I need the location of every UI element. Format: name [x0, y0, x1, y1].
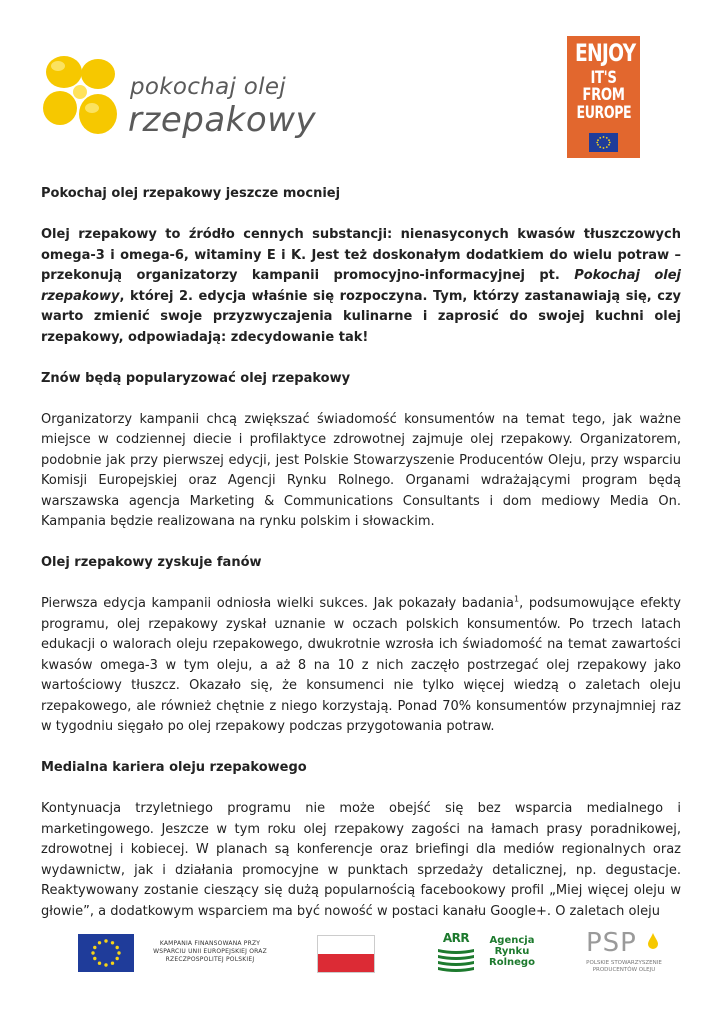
psp-logo	[584, 928, 674, 984]
section-paragraph-2	[41, 594, 681, 738]
lead-text-end: , której 2. edycja właśnie się rozpoczyna. Tym, którzy zastanawiają się, czy warto zmienić swoje przyzwyczajenia kulinarne i zaprosić do swojej kuchni olej rzepakowy, odpowiadają: zdecydowanie tak!	[41, 288, 681, 345]
arr-name-line1: Agencja	[489, 935, 535, 946]
eu-flag-icon	[78, 934, 134, 972]
lead-text-start: Olej rzepakowy to źródło cennych substancji: nienasyconych kwasów tłuszczowych omega-3 i omega-6, witaminy E i K. Jest też doskonałym dodatkiem do wielu potraw – przekonują organizatorzy kampanii promocyjno-informacyjnej pt.	[41, 227, 681, 283]
enjoy-europe-badge	[567, 36, 640, 158]
polish-flag-icon	[317, 935, 375, 973]
europe-text: EUROPE	[576, 103, 632, 123]
section2-text-end: , podsumowujące efekty programu, olej rzepakowy zyskał uznanie w oczach polskich konsumentów. Po trzech latach edukacji o walorach oleju rzepakowego, dwukrotnie wzrosła ich świadomość na temat zawartości kwasów omega-3 w tym oleju, a aż 8 na 10 z nich zaczęło postrzegać olej rzepakowy jako wartościowy tłuszcz. Okazało się, że konsumenci nie tylko więcej wiedzą o zaletach oleju rzepakowego, ale również chętnie z niego korzystają. Ponad 70% konsumentów przynajmniej raz w tygodniu sięgało po olej rzepakowy podczas przygotowania potraw.	[41, 596, 681, 734]
campaign-name: Pokochaj olej rzepakowy	[41, 268, 681, 304]
article-title: Pokochaj olej rzepakowy jeszcze mocniej	[41, 186, 341, 201]
eu-flag-icon	[589, 133, 618, 152]
section-heading-1: Znów będą popularyzować olej rzepakowy	[41, 370, 351, 386]
section-paragraph-3: Kontynuacja trzyletniego programu nie może obejść się bez wsparcia medialnego i marketingowego. Jeszcze w tym roku olej rzepakowy zagości na łamach prasy poradnikowej, zdrowotnej i kobiecej. W planach są konferencje oraz briefingi dla mediów regionalnych oraz wydawnictw, jak i działania promocyjne w punktach sprzedaży detalicznej, np. degustacje. Reaktywowany zostanie cieszący się dużą popularnością facebookowy profil „Miej więcej oleju w głowie”, a dodatkowym wsparciem ma być nowość w postaci kanału Google+. O zaletach oleju	[41, 801, 681, 919]
section-heading-2: Olej rzepakowy zyskuje fanów	[41, 555, 262, 570]
article-body	[41, 184, 681, 922]
footer-logos	[0, 920, 724, 1024]
section-paragraph-1: Organizatorzy kampanii chcą zwiększać świadomość konsumentów na temat tego, jak ważne miejsce w codziennej diecie i profilaktyce zdrowotnej zajmuje olej rzepakowy. Organizatorem, podobnie jak przy pierwszej edycji, jest Polskie Stowarzyszenie Producentów Oleju, przy wsparciu Komisji Europejskiej oraz Agencji Rynku Rolnego. Organami wdrażającymi program będą warszawska agencja Marketing & Communications Consultants i dom mediowy Media On. Kampania będzie realizowana na rynku polskim i słowackim.	[41, 411, 681, 529]
lead-paragraph	[41, 225, 681, 348]
logo-text-line1: pokochaj olej	[130, 74, 286, 100]
arr-abbreviation: ARR	[442, 931, 470, 945]
section-heading-3: Medialna kariera oleju rzepakowego	[41, 760, 307, 775]
funding-note: KAMPANIA FINANSOWANA PRZY WSPARCIU UNII EUROPEJSKIEJ ORAZ RZECZPOSPOLITEJ POLSKIEJ	[153, 940, 267, 963]
arr-full-name	[482, 935, 542, 968]
rapeseed-flower-icon	[38, 50, 128, 150]
footnote-marker: 1	[514, 594, 520, 604]
arr-name-line2: Rynku	[494, 946, 530, 957]
its-from-text: IT'S FROM	[582, 68, 625, 105]
campaign-logo	[38, 50, 328, 150]
section2-text-start: Pierwsza edycja kampanii odniosła wielki sukces. Jak pokazały badania	[41, 596, 514, 611]
oil-drop-icon	[646, 932, 660, 950]
arr-name-line3: Rolnego	[489, 957, 535, 968]
psp-abbreviation: PSP	[586, 928, 637, 958]
enjoy-text: ENJOY	[575, 39, 636, 67]
logo-text-line2: rzepakowy	[128, 100, 317, 140]
psp-full-name: POLSKIE STOWARZYSZENIE PRODUCENTÓW OLEJU	[586, 960, 662, 973]
arr-logo	[436, 931, 541, 981]
